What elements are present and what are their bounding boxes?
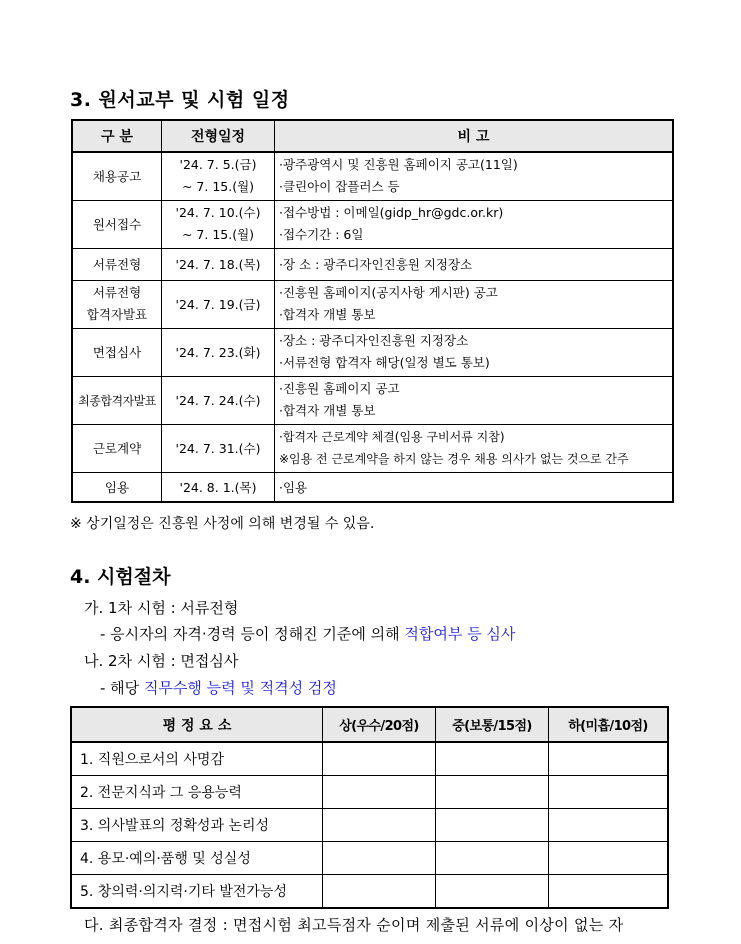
table-row <box>71 842 668 875</box>
row-label: 최종합격자발표 <box>72 376 162 424</box>
eval-cell <box>436 842 549 875</box>
eval-cell <box>323 809 436 842</box>
note-line: ·서류전형 합격자 해당(일정 별도 통보) <box>279 355 490 370</box>
eval-cell <box>549 875 669 909</box>
row-date: '24. 7. 18.(목) <box>162 248 275 280</box>
row-note: ·장 소 : 광주디자인진흥원 지정장소 <box>275 248 674 280</box>
note-line: ·진흥원 홈페이지(공지사항 게시판) 공고 <box>279 285 498 300</box>
row-note <box>275 424 674 472</box>
date-line: ~ 7. 15.(월) <box>181 227 255 242</box>
note-line: ※임용 전 근로계약을 하지 않는 경우 채용 의사가 없는 것으로 간주 <box>279 452 629 466</box>
note-line: ·장소 : 광주디자인진흥원 지정장소 <box>279 333 469 348</box>
header-schedule: 전형일정 <box>162 120 275 152</box>
date-line: ~ 7. 15.(월) <box>181 179 255 195</box>
date-line: '24. 7. 10.(수) <box>175 205 261 220</box>
row-label: 근로계약 <box>72 424 162 472</box>
table-row <box>72 200 673 248</box>
table-row <box>71 776 668 809</box>
eval-item: 4. 용모·예의·품행 및 성실성 <box>71 842 323 875</box>
table-row <box>71 742 668 776</box>
step-a-detail <box>100 623 515 644</box>
header-remarks: 비 고 <box>275 120 674 152</box>
note-line: ·접수방법 : 이메일(gidp_hr@gdc.or.kr) <box>279 205 504 220</box>
note-line: ·접수기간 : 6일 <box>279 227 364 242</box>
row-note <box>275 328 674 376</box>
eval-header-average: 중(보통/15점) <box>436 707 549 742</box>
step-a-detail-text: - 응시자의 자격·경력 등이 정해진 기준에 의해 <box>100 625 405 643</box>
eval-cell <box>436 742 549 776</box>
note-line: ·합격자 개별 통보 <box>279 307 376 322</box>
step-a: 가. 1차 시험 : 서류전형 <box>84 599 239 617</box>
eval-cell <box>436 776 549 809</box>
row-date: '24. 7. 23.(화) <box>162 328 275 376</box>
label-line: 합격자발표 <box>86 307 148 322</box>
eval-header-poor: 하(미흡/10점) <box>549 707 669 742</box>
step-b-detail <box>100 677 337 698</box>
eval-cell <box>323 842 436 875</box>
section3-title: 3. 원서교부 및 시험 일정 <box>70 89 290 111</box>
table-row <box>71 809 668 842</box>
note-line: ·클린아이 잡플러스 등 <box>279 179 400 195</box>
note-line: ·광주광역시 및 진흥원 홈페이지 공고(11일) <box>279 157 518 173</box>
schedule-table <box>71 119 674 503</box>
schedule-header-row <box>72 120 673 152</box>
table-row <box>72 248 673 280</box>
eval-cell <box>323 776 436 809</box>
eval-cell <box>549 742 669 776</box>
eval-item: 1. 직원으로서의 사명감 <box>71 742 323 776</box>
row-date: '24. 7. 31.(수) <box>162 424 275 472</box>
eval-cell <box>323 875 436 909</box>
table-row <box>72 424 673 472</box>
row-label: 원서접수 <box>72 200 162 248</box>
eval-cell <box>436 809 549 842</box>
section4-title: 4. 시험절차 <box>70 566 171 588</box>
step-b: 나. 2차 시험 : 면접심사 <box>84 652 239 670</box>
row-label: 서류전형 <box>72 248 162 280</box>
row-label: 면접심사 <box>72 328 162 376</box>
eval-item: 2. 전문지식과 그 응용능력 <box>71 776 323 809</box>
row-note <box>275 280 674 328</box>
eval-cell <box>323 742 436 776</box>
row-label: 임용 <box>72 472 162 502</box>
table-row <box>71 875 668 909</box>
eval-cell <box>436 875 549 909</box>
label-line: 서류전형 <box>92 285 142 300</box>
row-date <box>162 200 275 248</box>
eval-cell <box>549 842 669 875</box>
note-line: ·합격자 근로계약 체결(임용 구비서류 지참) <box>279 430 505 444</box>
eval-header-row <box>71 707 668 742</box>
step-a-highlight: 적합여부 등 심사 <box>404 625 516 643</box>
row-date: '24. 7. 24.(수) <box>162 376 275 424</box>
note-line: ·합격자 개별 통보 <box>279 403 376 418</box>
eval-cell <box>549 776 669 809</box>
table-row <box>72 152 673 200</box>
row-date: '24. 8. 1.(목) <box>162 472 275 502</box>
eval-header-excellent: 상(우수/20점) <box>323 707 436 742</box>
table-row <box>72 328 673 376</box>
row-note <box>275 152 674 200</box>
row-label <box>72 280 162 328</box>
eval-header-item: 평 정 요 소 <box>71 707 323 742</box>
date-line: '24. 7. 5.(금) <box>179 157 257 173</box>
step-b-highlight: 직무수행 능력 및 적격성 검정 <box>143 679 337 697</box>
table-row <box>72 472 673 502</box>
schedule-footnote: ※ 상기일정은 진흥원 사정에 의해 변경될 수 있음. <box>70 516 375 532</box>
row-date: '24. 7. 19.(금) <box>162 280 275 328</box>
eval-item: 5. 창의력·의지력·기타 발전가능성 <box>71 875 323 909</box>
step-c: 다. 최종합격자 결정 : 면접시험 최고득점자 순이며 제출된 서류에 이상이 없는 자 <box>84 916 624 934</box>
row-label: 채용공고 <box>72 152 162 200</box>
row-date <box>162 152 275 200</box>
evaluation-table <box>70 706 669 909</box>
row-note <box>275 376 674 424</box>
step-b-detail-text: - 해당 <box>100 679 144 697</box>
eval-item: 3. 의사발표의 정확성과 논리성 <box>71 809 323 842</box>
table-row <box>72 376 673 424</box>
table-row <box>72 280 673 328</box>
row-note: ·임용 <box>275 472 674 502</box>
note-line: ·진흥원 홈페이지 공고 <box>279 381 400 396</box>
row-note <box>275 200 674 248</box>
eval-cell <box>549 809 669 842</box>
header-category: 구 분 <box>72 120 162 152</box>
